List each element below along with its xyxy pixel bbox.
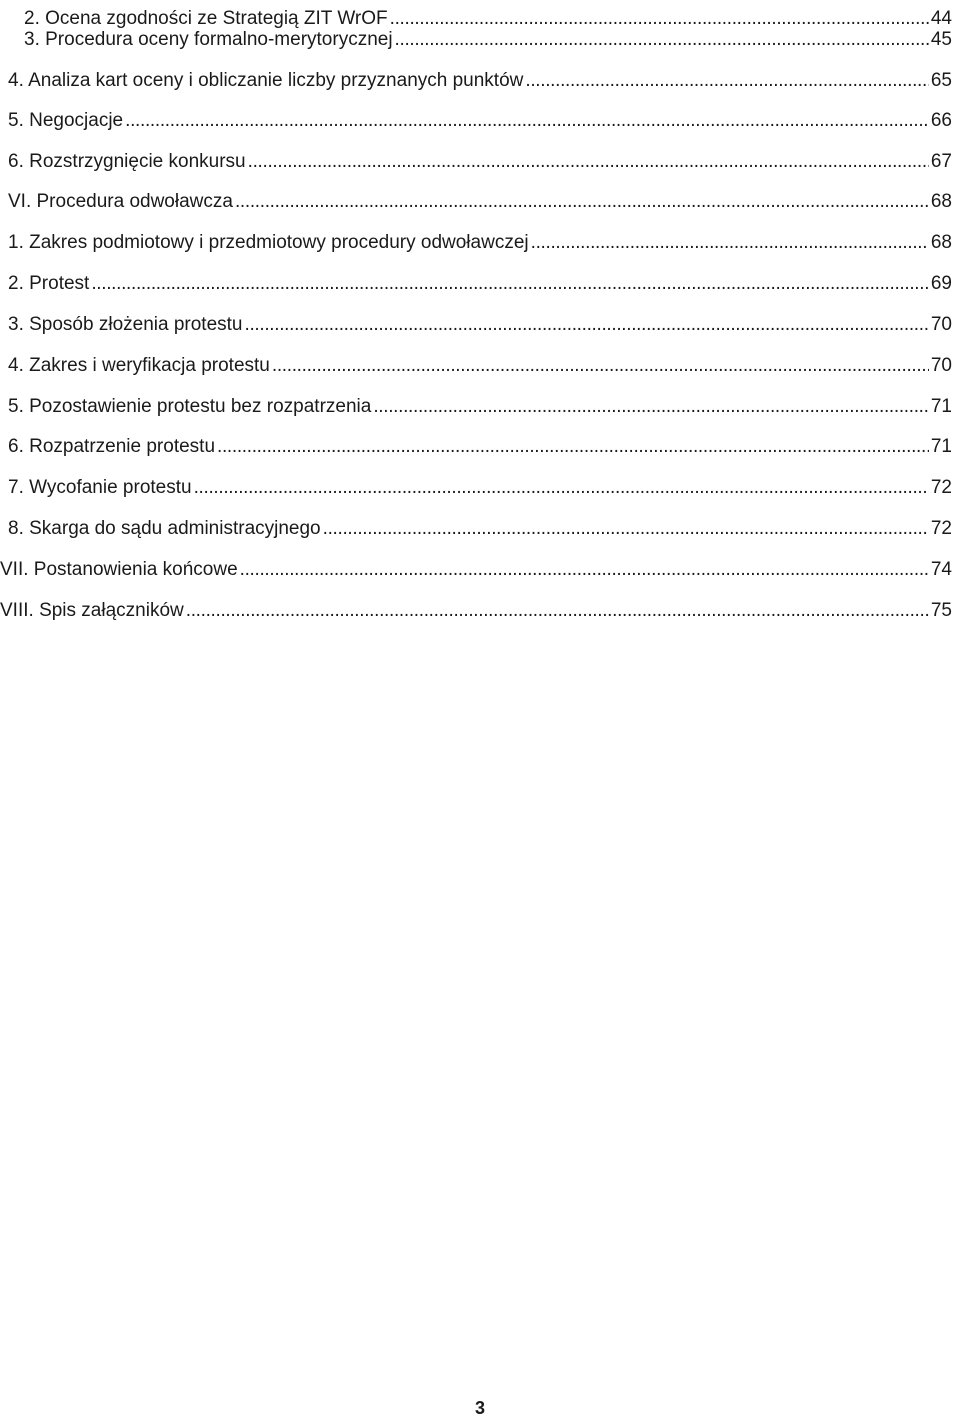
toc-leader-dots bbox=[248, 141, 929, 182]
toc-entry-page: 68 bbox=[930, 232, 952, 253]
toc-entry[interactable] bbox=[8, 426, 952, 467]
toc-entry-label: VI. Procedura odwoławcza bbox=[8, 191, 233, 212]
toc-leader-dots bbox=[531, 222, 929, 263]
toc-leader-dots bbox=[125, 100, 929, 141]
toc-entry-page: 69 bbox=[930, 273, 952, 294]
toc-entry-page: 67 bbox=[930, 151, 952, 172]
toc-entry-label: 2. Protest bbox=[8, 273, 90, 294]
toc-entry-label: 3. Sposób złożenia protestu bbox=[8, 314, 243, 335]
toc-entry-page: 45 bbox=[930, 29, 952, 50]
toc-entry-label: 2. Ocena zgodności ze Strategią ZIT WrOF bbox=[24, 8, 388, 29]
toc-entry[interactable] bbox=[8, 508, 952, 549]
toc-entry[interactable] bbox=[0, 549, 952, 590]
page-number: 3 bbox=[474, 1398, 485, 1418]
toc-entry[interactable] bbox=[8, 100, 952, 141]
toc-entry-label: 5. Negocjacje bbox=[8, 110, 124, 131]
toc-entry-label: VIII. Spis załączników bbox=[0, 600, 184, 621]
toc-entry-page: 70 bbox=[930, 355, 952, 376]
toc-leader-dots bbox=[240, 549, 929, 590]
toc-leader-dots bbox=[272, 345, 929, 386]
toc-entry-page: 65 bbox=[930, 70, 952, 91]
toc-entry-page: 70 bbox=[930, 314, 952, 335]
toc-entry-label: 3. Procedura oceny formalno-merytorycznej bbox=[24, 29, 393, 50]
toc-entry[interactable] bbox=[8, 467, 952, 508]
toc-entry[interactable] bbox=[8, 345, 952, 386]
toc-entry-label: 4. Zakres i weryfikacja protestu bbox=[8, 355, 270, 376]
toc-entry-label: 5. Pozostawienie protestu bez rozpatrzenia bbox=[8, 396, 372, 417]
toc-entry[interactable] bbox=[8, 222, 952, 263]
toc-leader-dots bbox=[323, 508, 929, 549]
toc-entry-label: 4. Analiza kart oceny i obliczanie liczby przyznanych punktów bbox=[8, 70, 524, 91]
toc-entry[interactable] bbox=[8, 60, 952, 101]
toc-leader-dots bbox=[395, 19, 929, 60]
toc-entry-page: 71 bbox=[930, 436, 952, 457]
toc-leader-dots bbox=[235, 181, 929, 222]
toc-leader-dots bbox=[91, 263, 929, 304]
toc-entry[interactable] bbox=[8, 386, 952, 427]
toc-entry-page: 72 bbox=[930, 477, 952, 498]
toc-entry[interactable] bbox=[8, 141, 952, 182]
toc-entry-label: 8. Skarga do sądu administracyjnego bbox=[8, 518, 321, 539]
toc-entry[interactable] bbox=[8, 304, 952, 345]
toc-entry-page: 75 bbox=[930, 600, 952, 621]
toc-entry-page: 66 bbox=[930, 110, 952, 131]
toc-entry-label: 6. Rozpatrzenie protestu bbox=[8, 436, 216, 457]
toc-leader-dots bbox=[525, 60, 928, 101]
toc-entry[interactable] bbox=[0, 590, 952, 631]
toc-entry-label: VII. Postanowienia końcowe bbox=[0, 559, 238, 580]
toc-entry-label: 6. Rozstrzygnięcie konkursu bbox=[8, 151, 246, 172]
toc-leader-dots bbox=[245, 304, 929, 345]
toc-leader-dots bbox=[194, 467, 929, 508]
toc-entry[interactable] bbox=[8, 263, 952, 304]
toc-leader-dots bbox=[186, 590, 929, 631]
toc-leader-dots bbox=[373, 386, 929, 427]
toc-entry-page: 44 bbox=[930, 8, 952, 29]
toc-entry[interactable] bbox=[8, 181, 952, 222]
toc-entry-page: 68 bbox=[930, 191, 952, 212]
toc-entry-label: 1. Zakres podmiotowy i przedmiotowy procedury odwoławczej bbox=[8, 232, 529, 253]
toc-entry-label: 7. Wycofanie protestu bbox=[8, 477, 192, 498]
toc-entry-page: 74 bbox=[930, 559, 952, 580]
toc-entry-page: 72 bbox=[930, 518, 952, 539]
toc-entry-page: 71 bbox=[930, 396, 952, 417]
toc-leader-dots bbox=[217, 426, 929, 467]
toc-entry[interactable] bbox=[24, 19, 952, 60]
